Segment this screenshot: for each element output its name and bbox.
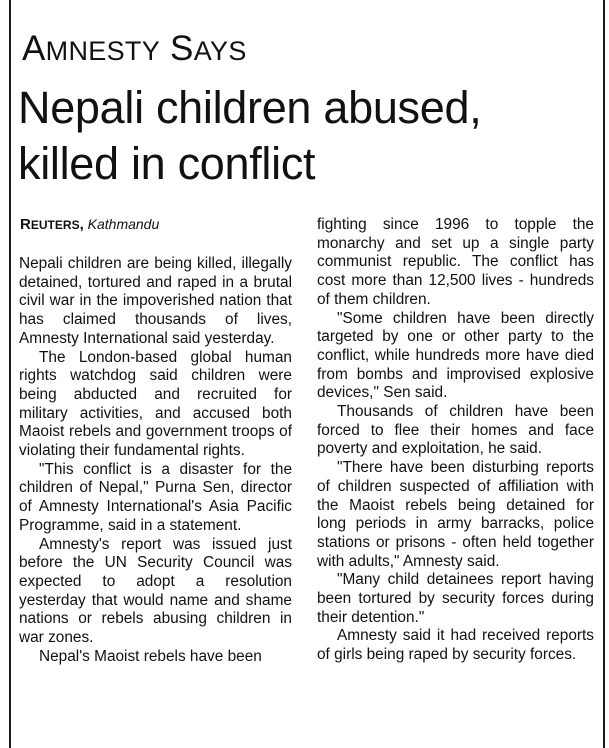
paragraph: Nepali children are being killed, illegally detained, tortured and raped in a brutal civil war in the impoverished nation that has claimed thousands of lives, Amnesty International said yesterday. (19, 255, 292, 347)
byline-agency: REUTERS, (20, 216, 84, 233)
paragraph: "Some children have been directly targeted by one or other party to the conflict, while hundreds more have died from bombs and improvised explosive devices," Sen said. (317, 309, 594, 402)
paragraph: Thousands of children have been forced to flee their homes and face poverty and exploitation, he said. (317, 403, 594, 458)
byline-place: Kathmandu (87, 216, 160, 232)
article-column-right (317, 216, 594, 665)
paragraph: The London-based global human rights watchdog said children were being abducted and recruited for military activities, and accused both Maoist rebels and government troops of violating their fundamental rights. (19, 348, 292, 460)
paragraph: Nepal's Maoist rebels have been (39, 647, 262, 665)
article-kicker: AMNESTY SAYS (22, 29, 247, 68)
paragraph: "This conflict is a disaster for the children of Nepal," Purna Sen, director of Amnesty International's Asia Pacific Programme, said in a statement. (19, 460, 292, 534)
headline-line-2: killed in conflict (18, 138, 316, 189)
headline-line-1: Nepali children abused, (18, 82, 482, 133)
paragraph: "Many child detainees report having been tortured by security forces during their detention." (317, 571, 594, 626)
paragraph: Amnesty said it had received reports of girls being raped by security forces. (317, 627, 594, 664)
byline (20, 216, 159, 233)
paragraph-continued: fighting since 1996 to topple the monarchy and set up a single party communist republic. The conflict has cost more than 12,500 lives - hundreds of them children. (317, 216, 594, 308)
paragraph: Amnesty's report was issued just before the UN Security Council was expected to adopt a resolution yesterday that would name and shame nations or rebels abusing children in war zones. (19, 535, 292, 647)
article-headline (18, 80, 603, 192)
paragraph: "There have been disturbing reports of children suspected of affiliation with the Maoist rebels being detained for long periods in army barracks, police stations or prisons - often held together with adults," Amnesty said. (317, 459, 594, 570)
article-column-left (19, 255, 292, 666)
